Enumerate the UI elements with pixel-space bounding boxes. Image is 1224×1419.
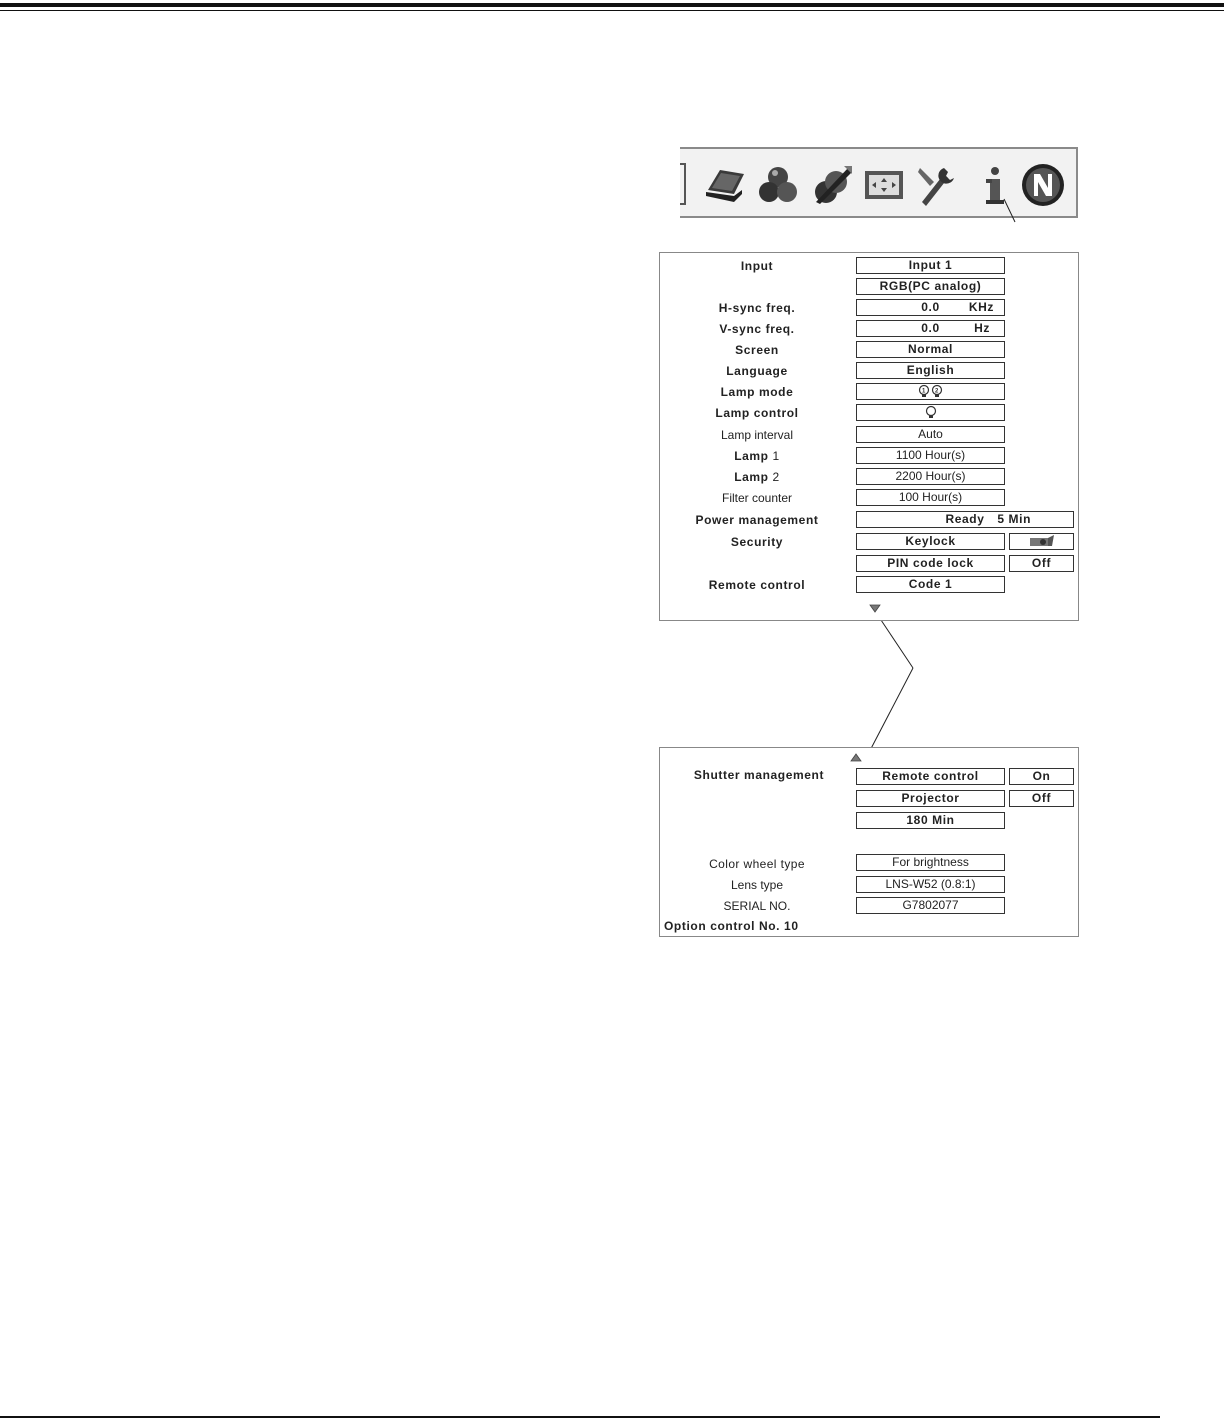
power-management-value: Ready (945, 512, 985, 526)
power-management-time: 5 Min (997, 512, 1031, 526)
hsync-unit: KHz (968, 300, 994, 314)
lamp-interval-value: Auto (856, 426, 1005, 443)
lamp2-value: 2200 Hour(s) (856, 468, 1005, 485)
shutter-remote-control: Remote control (856, 768, 1005, 785)
color-wheel-type-value: For brightness (856, 854, 1005, 871)
lamp1-label: Lamp (734, 449, 769, 463)
scroll-callout-line-upper (877, 614, 913, 668)
vsync-label: V-sync freq. (719, 322, 795, 336)
keylock-icon-box (1009, 533, 1074, 550)
serial-no-label: SERIAL NO. (723, 899, 791, 913)
input-value: Input 1 (856, 257, 1005, 274)
shutter-time: 180 Min (856, 812, 1005, 829)
lamp-2-icon (933, 386, 942, 398)
scroll-up-arrow-icon[interactable] (850, 753, 862, 763)
remote-control-label: Remote control (708, 578, 806, 592)
power-management-label: Power management (695, 513, 819, 527)
color-wheel-type-label: Color wheel type (709, 857, 805, 871)
lens-type-label: Lens type (730, 878, 784, 892)
input-label: Input (740, 259, 774, 273)
lamp-interval-label: Lamp interval (720, 428, 794, 442)
pin-code-lock-value: PIN code lock (856, 555, 1005, 572)
info-callout-line (1004, 199, 1015, 222)
vsync-value: 0.0 (921, 321, 940, 335)
language-value: English (856, 362, 1005, 379)
vsync-box (856, 320, 1005, 337)
lamp-mode-label: Lamp mode (720, 385, 794, 399)
signal-value: RGB(PC analog) (856, 278, 1005, 295)
lamp2-number: 2 (772, 470, 780, 484)
lamp-control-label: Lamp control (715, 406, 799, 420)
scroll-down-arrow-icon[interactable] (869, 604, 881, 614)
filter-counter-label: Filter counter (721, 491, 793, 505)
filter-counter-value: 100 Hour(s) (856, 489, 1005, 506)
shutter-management-label: Shutter management (693, 768, 825, 782)
keylock-value: Keylock (856, 533, 1005, 550)
lamp1-value: 1100 Hour(s) (856, 447, 1005, 464)
lamp-mode-icons (857, 384, 1006, 399)
language-label: Language (726, 364, 788, 378)
hsync-value: 0.0 (921, 300, 940, 314)
lamp-control-box (856, 404, 1005, 421)
option-control-number: Option control No. 10 (664, 919, 799, 933)
lamp2-label: Lamp (734, 470, 769, 484)
shutter-projector-state: Off (1009, 790, 1074, 807)
lamp1-label-row (660, 449, 854, 463)
remote-control-value: Code 1 (856, 576, 1005, 593)
projector-lock-icon (1010, 534, 1075, 549)
lamp-bulb-icon (857, 405, 1006, 420)
information-panel-page-1 (659, 252, 1079, 621)
screen-label: Screen (735, 343, 779, 357)
shutter-projector: Projector (856, 790, 1005, 807)
footer-rule (0, 1416, 1160, 1418)
lamp2-label-row (660, 470, 854, 484)
pin-code-lock-state: Off (1009, 555, 1074, 572)
vsync-unit: Hz (974, 321, 990, 335)
serial-no-value: G7802077 (856, 897, 1005, 914)
svg-text:2: 2 (935, 388, 939, 395)
shutter-remote-state: On (1009, 768, 1074, 785)
hsync-label: H-sync freq. (718, 301, 796, 315)
lamp-1-icon (920, 386, 929, 398)
lamp1-number: 1 (772, 449, 780, 463)
information-panel-page-2 (659, 747, 1079, 937)
svg-text:1: 1 (922, 388, 926, 395)
hsync-box (856, 299, 1005, 316)
security-label: Security (730, 535, 784, 549)
screen-value: Normal (856, 341, 1005, 358)
power-management-box (856, 511, 1074, 528)
lamp-mode-box (856, 383, 1005, 400)
lens-type-value: LNS-W52 (0.8:1) (856, 876, 1005, 893)
